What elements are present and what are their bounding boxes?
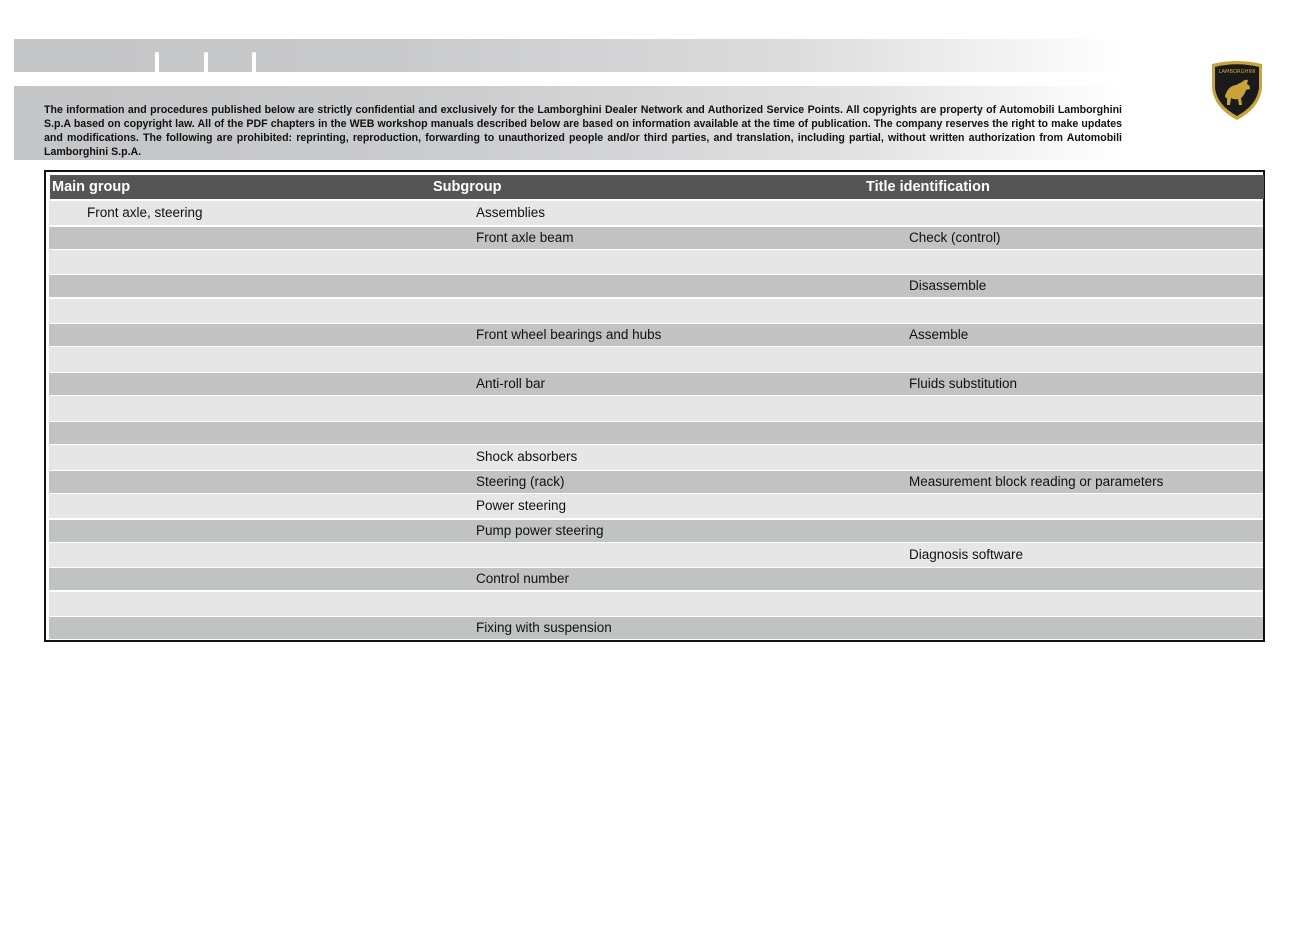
subgroup-cell: Fixing with suspension [476, 620, 612, 636]
table-row [49, 568, 1263, 590]
lamborghini-bull-shield-icon [1208, 58, 1266, 122]
table-row [49, 543, 1263, 567]
table-row [49, 299, 1263, 323]
table-row [49, 275, 1263, 297]
subgroup-cell: Pump power steering [476, 522, 604, 538]
table-row [49, 445, 1263, 469]
subgroup-cell: Anti-roll bar [476, 376, 546, 392]
table-row [49, 373, 1263, 395]
title-cell: Fluids substitution [909, 376, 1018, 392]
main-group-cell: Front axle, steering [87, 205, 203, 220]
table-row [49, 422, 1263, 444]
title-cell: Check (control) [909, 229, 1001, 245]
subgroup-cell: Assemblies [476, 205, 546, 220]
table-header [50, 175, 1264, 199]
table-row [49, 347, 1263, 371]
tab-marker [155, 52, 159, 72]
title-cell: Disassemble [909, 278, 987, 294]
subgroup-cell: Front wheel bearings and hubs [476, 327, 662, 343]
table-row [49, 592, 1263, 616]
table-row [49, 494, 1263, 518]
subgroup-cell: Front axle beam [476, 229, 574, 245]
tab-marker [252, 52, 256, 72]
table-row [49, 520, 1263, 542]
subgroup-cell: Shock absorbers [476, 449, 578, 465]
subgroup-cell: Steering (rack) [476, 473, 565, 489]
column-header-title-identification: Title identification [866, 179, 990, 195]
table-row [49, 201, 1263, 225]
column-header-main-group: Main group [52, 179, 131, 195]
subgroup-cell: Control number [476, 571, 570, 587]
header-band [14, 39, 1124, 72]
column-header-subgroup: Subgroup [433, 179, 502, 195]
title-cell: Measurement block reading or parameters [909, 473, 1164, 489]
subgroup-cell: Power steering [476, 497, 567, 513]
table-row [49, 471, 1263, 493]
confidentiality-notice: The information and procedures published below are strictly confidential and exclusively for the Lamborghini Dealer Network and Authorized Service Points. All copyrights are property of Automobili Lamborghini S.p.A based on copyright law. All of the PDF chapters in the WEB workshop manuals described below are based on information available at the time of publication. The company reserves the right to make updates and modifications. The following are prohibited: reprinting, reproduction, forwarding to unauthorized people and/or third parties, and translation, including partial, without written authorization from Automobili Lamborghini S.p.A. [44, 104, 1122, 158]
table-row [49, 617, 1263, 639]
title-cell: Assemble [909, 327, 969, 343]
table-row [49, 324, 1263, 346]
table-row [49, 227, 1263, 249]
table-row [49, 396, 1263, 420]
tab-marker [204, 52, 208, 72]
logo-wordmark: LAMBORGHINI [1218, 69, 1256, 75]
title-cell: Diagnosis software [909, 546, 1024, 562]
table-row [49, 250, 1263, 274]
table-body [49, 201, 1263, 640]
